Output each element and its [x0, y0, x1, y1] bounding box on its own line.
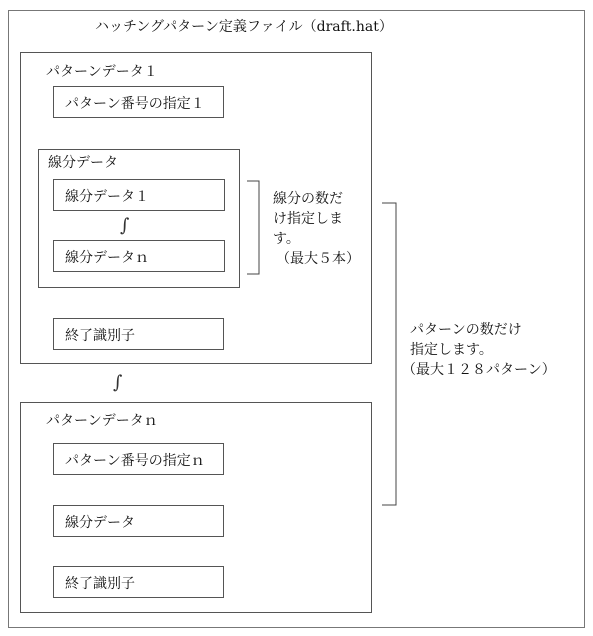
pattern-number-1-label: パターン番号の指定１: [65, 96, 205, 112]
segment-data-pn-label: 線分データ: [65, 515, 135, 531]
pattern-ellipsis-icon: ∫: [113, 372, 123, 393]
segment-bracket: [247, 181, 259, 274]
pattern-note-line2: 指定します。: [410, 342, 493, 358]
pattern-number-n-label: パターン番号の指定ｎ: [65, 453, 205, 469]
segment-data-n-label: 線分データｎ: [65, 250, 149, 266]
terminator-1-label: 終了識別子: [65, 328, 135, 344]
segment-note-line4: （最大５本）: [276, 251, 360, 267]
segment-note-line2: け指定しま: [273, 211, 343, 227]
pattern-data-1-title: パターンデータ１: [46, 64, 158, 80]
file-title: ハッチングパターン定義ファイル（draft.hat）: [95, 19, 393, 35]
pattern-bracket: [382, 203, 396, 505]
segment-ellipsis-icon: ∫: [120, 215, 130, 236]
pattern-data-n-title: パターンデータｎ: [46, 413, 158, 429]
segment-group-title: 線分データ: [48, 155, 118, 171]
segment-note-line1: 線分の数だ: [273, 191, 343, 207]
pattern-note-line1: パターンの数だけ: [410, 322, 522, 338]
pattern-note-line3: （最大１２８パターン）: [402, 362, 556, 378]
terminator-n-label: 終了識別子: [65, 576, 135, 592]
segment-note-line3: す。: [273, 231, 300, 247]
segment-data-1-label: 線分データ１: [65, 189, 149, 205]
